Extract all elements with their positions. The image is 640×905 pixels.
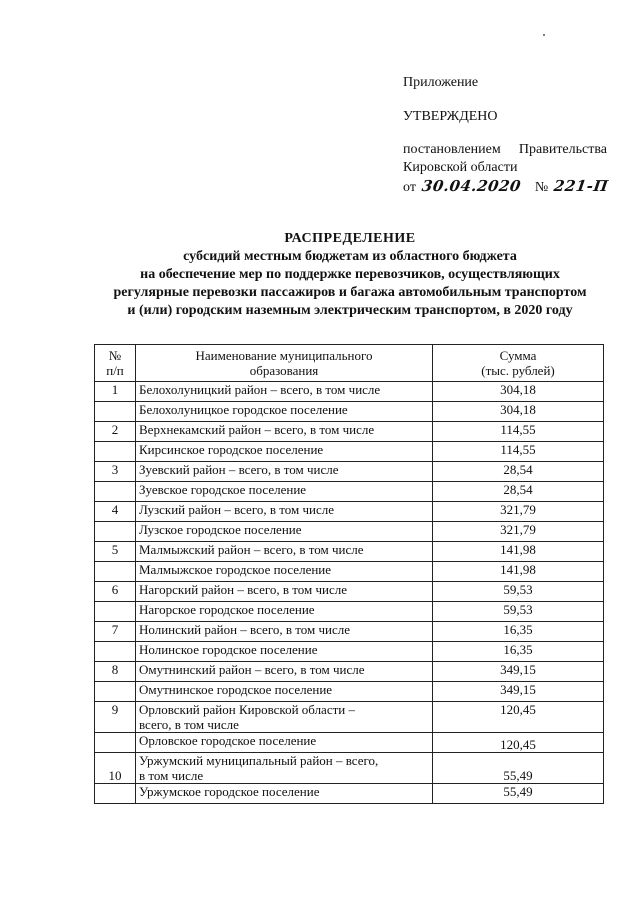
table-row <box>95 784 604 804</box>
approved-label: УТВЕРЖДЕНО <box>403 109 498 124</box>
decree-word-1: постановлением <box>403 142 501 157</box>
row-municipality: Верхнекамский район – всего, в том числе <box>136 422 433 442</box>
table-row <box>95 602 604 622</box>
row-municipality: Белохолуницкий район – всего, в том числе <box>136 382 433 402</box>
row-sum: 114,55 <box>433 442 604 462</box>
row-number <box>95 562 136 582</box>
header-sum-line-1: Сумма <box>499 348 537 363</box>
row-municipality: Нолинское городское поселение <box>136 642 433 662</box>
table-row <box>95 702 604 733</box>
row-municipality: Омутнинское городское поселение <box>136 682 433 702</box>
row-number: 1 <box>95 382 136 402</box>
row-number <box>95 682 136 702</box>
table-row <box>95 582 604 602</box>
table-row <box>95 562 604 582</box>
row-municipality: Малмыжский район – всего, в том числе <box>136 542 433 562</box>
table-row <box>95 402 604 422</box>
handwritten-number: 221-П <box>552 177 610 195</box>
row-number: 3 <box>95 462 136 482</box>
table-row <box>95 682 604 702</box>
row-sum: 59,53 <box>433 582 604 602</box>
row-sum: 304,18 <box>433 382 604 402</box>
row-number: 9 <box>95 702 136 733</box>
row-sum: 59,53 <box>433 602 604 622</box>
title-line-3: регулярные перевозки пассажиров и багажа автомобильным транспортом <box>113 285 587 300</box>
table-row <box>95 622 604 642</box>
header-sum-line-2: (тыс. рублей) <box>481 363 555 378</box>
row-municipality: Нагорское городское поселение <box>136 602 433 622</box>
row-number <box>95 642 136 662</box>
header-municipality-line-2: образования <box>249 363 319 378</box>
decree-reference <box>403 141 607 177</box>
table-row <box>95 422 604 442</box>
number-sign: № <box>534 180 549 195</box>
scan-dot <box>543 34 545 36</box>
table-row <box>95 542 604 562</box>
row-sum: 114,55 <box>433 422 604 442</box>
handwritten-date: 30.04.2020 <box>420 177 523 195</box>
decree-line-2: Кировской области <box>403 160 518 175</box>
title-line-1: субсидий местным бюджетам из областного бюджета <box>183 249 517 264</box>
row-number: 6 <box>95 582 136 602</box>
row-number: 8 <box>95 662 136 682</box>
row-sum: 16,35 <box>433 642 604 662</box>
row-sum: 141,98 <box>433 562 604 582</box>
row-sum: 28,54 <box>433 462 604 482</box>
title-line-2: на обеспечение мер по поддержке перевозчиков, осуществляющих <box>140 267 560 282</box>
row-number <box>95 522 136 542</box>
row-number: 5 <box>95 542 136 562</box>
row-municipality: Кирсинское городское поселение <box>136 442 433 462</box>
row-municipality-line-1: Уржумский муниципальный район – всего, <box>139 753 379 768</box>
row-number <box>95 402 136 422</box>
decree-word-2: Правительства <box>518 142 607 157</box>
row-sum: 349,15 <box>433 682 604 702</box>
row-sum: 55,49 <box>433 784 604 804</box>
row-number: 4 <box>95 502 136 522</box>
appendix-label: Приложение <box>403 75 479 90</box>
row-number <box>95 602 136 622</box>
distribution-table <box>94 344 604 804</box>
row-municipality: Нагорский район – всего, в том числе <box>136 582 433 602</box>
row-sum: 349,15 <box>433 662 604 682</box>
header-number-line-2: п/п <box>106 363 124 378</box>
row-number <box>95 442 136 462</box>
table-row <box>95 753 604 784</box>
row-sum: 55,49 <box>433 753 604 784</box>
row-sum: 321,79 <box>433 502 604 522</box>
table-row <box>95 662 604 682</box>
row-municipality-line-1: Орловский район Кировской области – <box>139 702 355 717</box>
row-sum: 28,54 <box>433 482 604 502</box>
row-municipality: Уржумское городское поселение <box>136 784 433 804</box>
title-line-4: и (или) городским наземным электрическим транспортом, в 2020 году <box>127 303 573 318</box>
row-municipality: Омутнинский район – всего, в том числе <box>136 662 433 682</box>
header-sum <box>433 345 604 382</box>
header-number-line-1: № <box>108 348 122 363</box>
title-main: РАСПРЕДЕЛЕНИЕ <box>284 231 416 246</box>
row-municipality: Белохолуницкое городское поселение <box>136 402 433 422</box>
row-sum: 120,45 <box>433 733 604 753</box>
row-number: 10 <box>95 753 136 784</box>
row-municipality: Нолинский район – всего, в том числе <box>136 622 433 642</box>
row-sum: 120,45 <box>433 702 604 733</box>
table-row <box>95 522 604 542</box>
date-prefix: от <box>403 180 416 195</box>
row-sum: 16,35 <box>433 622 604 642</box>
table-header-row <box>95 345 604 382</box>
decree-line-1 <box>403 141 607 159</box>
row-municipality <box>136 702 433 733</box>
row-number <box>95 784 136 804</box>
table-row <box>95 733 604 753</box>
row-number <box>95 733 136 753</box>
table-row <box>95 462 604 482</box>
table-row <box>95 502 604 522</box>
row-number: 7 <box>95 622 136 642</box>
row-sum: 304,18 <box>433 402 604 422</box>
table-row <box>95 482 604 502</box>
row-municipality: Орловское городское поселение <box>136 733 433 753</box>
table-row <box>95 442 604 462</box>
table-row <box>95 382 604 402</box>
row-municipality: Лузское городское поселение <box>136 522 433 542</box>
row-municipality <box>136 753 433 784</box>
row-municipality: Лузский район – всего, в том числе <box>136 502 433 522</box>
header-municipality-line-1: Наименование муниципального <box>195 348 373 363</box>
row-municipality: Малмыжское городское поселение <box>136 562 433 582</box>
document-title <box>80 230 620 320</box>
row-municipality: Зуевский район – всего, в том числе <box>136 462 433 482</box>
row-number <box>95 482 136 502</box>
table-row <box>95 642 604 662</box>
row-municipality-line-2: всего, в том числе <box>139 717 239 732</box>
header-number <box>95 345 136 382</box>
row-municipality-line-2: в том числе <box>139 768 204 783</box>
row-sum: 141,98 <box>433 542 604 562</box>
row-sum: 321,79 <box>433 522 604 542</box>
header-municipality <box>136 345 433 382</box>
row-municipality: Зуевское городское поселение <box>136 482 433 502</box>
row-number: 2 <box>95 422 136 442</box>
decree-date-number <box>403 177 608 197</box>
